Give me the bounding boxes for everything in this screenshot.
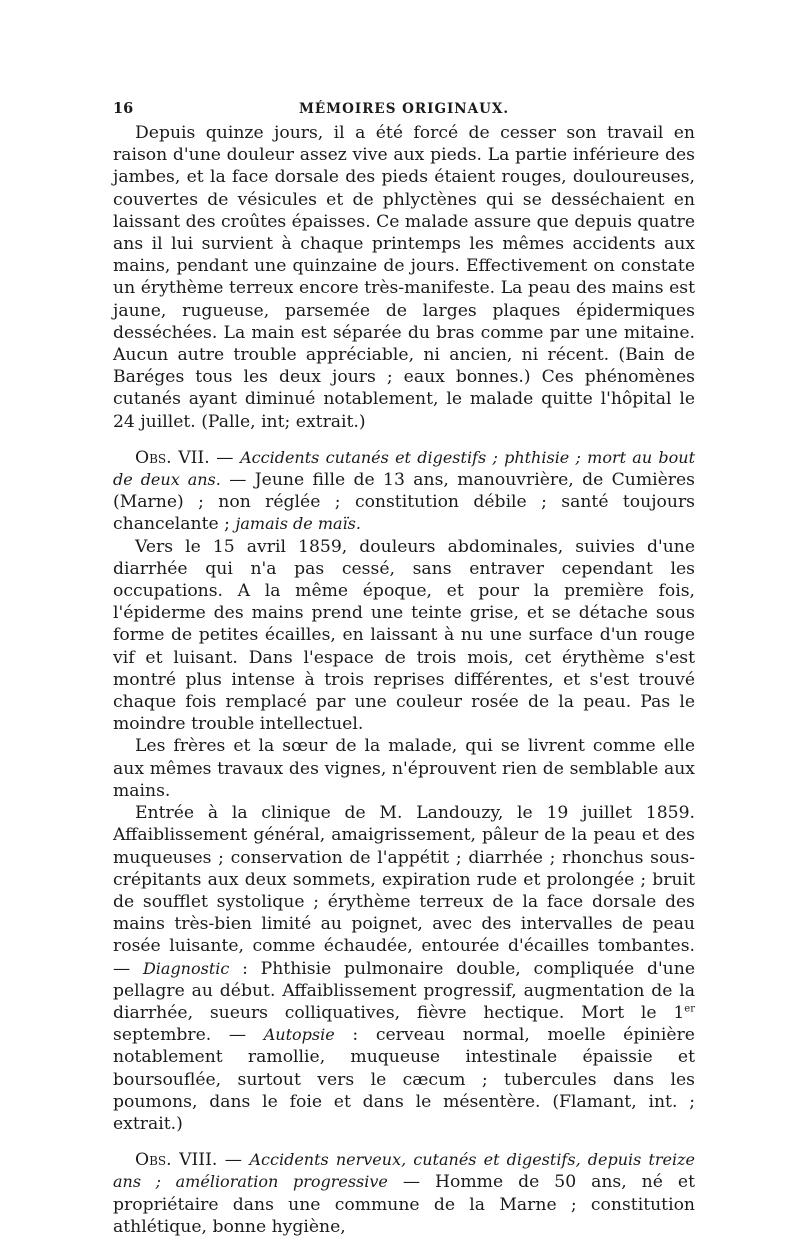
obs7-label: Obs. VII. (135, 447, 210, 468)
running-header (113, 96, 695, 122)
p5-part-d: : cerveau normal, moelle épinière notablement ramollie, muqueuse intestinale épaissie et boursouflée, surtout vers le cæcum ; tubercules dans les poumons, dans le foie et dans le mésentère. (Flamant, int. ; extrait.) (113, 1025, 695, 1134)
obs7-dash-2: — (220, 470, 255, 491)
p5-part-a: Entrée à la clinique de M. Landouzy, le 19 juillet 1859. Affaiblissement général, amaigrissement, pâleur de la peau et des muqueuses ; conservation de l'appétit ; diarrhée ; rhonchus sous-crépitants aux deux sommets, expiration rude et prolongée ; bruit de soufflet systolique ; érythème terreux de la face dorsale des mains très-bien limité au poignet, avec des intervalles de peau rosée luisante, comme échaudée, entourée d'écailles tombantes. — (113, 803, 695, 979)
superscript-er: er (684, 1003, 695, 1015)
obs7-italic-end: jamais de maïs. (235, 514, 361, 534)
obs7-body: Jeune fille de 13 ans, manouvrière, de Cumières (Marne) ; non réglée ; constitution débile ; santé toujours chancelante ; (113, 470, 696, 535)
autopsie-label: Autopsie (263, 1025, 335, 1045)
obs8-label: Obs. VIII. (135, 1150, 218, 1171)
running-title: MÉMOIRES ORIGINAUX. (298, 101, 510, 117)
obs8-dash: — (217, 1150, 250, 1171)
diagnostic-label: Diagnostic (142, 958, 230, 978)
page-number: 16 (113, 100, 134, 117)
obs8-title: Accidents nerveux, cutanés et digestifs, depuis treize ans ; amélioration progressive (113, 1150, 695, 1192)
paragraph-obs7-history: Vers le 15 avril 1859, douleurs abdominales, suivies d'une diarrhée qui n'a pas cessé, sans entraver cependant les occupations. A la même époque, et pour la première fois, l'épiderme des mains prend une teinte grise, et se détache sous forme de petites écailles, en laissant à nu une surface d'un rouge vif et luisant. Dans l'espace de trois mois, cet érythème s'est montré plus intense à trois reprises différentes, et s'est trouvé chaque fois remplacé par une couleur rosée de la peau. Pas le moindre trouble intellectuel. (113, 536, 695, 735)
p5-part-c: septembre. — (113, 1025, 264, 1046)
obs8-dash-2: — (387, 1172, 436, 1193)
obs7-dash: — (209, 447, 241, 468)
paragraph-obs7-family: Les frères et la sœur de la malade, qui se livrent comme elle aux mêmes travaux des vignes, n'éprouvent rien de semblable aux mains. (113, 736, 695, 801)
p5-part-b: : Phthisie pulmonaire double, compliquée d'une pellagre au début. Affaiblissement progressif, augmentation de la diarrhée, sueurs colliquatives, fièvre hectique. Mort le 1 (113, 958, 695, 1023)
paragraph-obs7-clinic (113, 802, 695, 1135)
paragraph-obs6-conclusion: Depuis quinze jours, il a été forcé de cesser son travail en raison d'une douleur assez vive aux pieds. La partie inférieure des jambes, et la face dorsale des pieds étaient rouges, douloureuses, couvertes de vésicules et de phlyctènes qui se desséchaient en laissant des croûtes épaisses. Ce malade assure que depuis quatre ans il lui survient à chaque printemps les mêmes accidents aux mains, pendant une quinzaine de jours. Effectivement on constate un érythème terreux encore très-manifeste. La peau des mains est jaune, rugueuse, parsemée de larges plaques épidermiques desséchées. La main est séparée du bras comme par une mitaine. Aucun autre trouble appréciable, ni ancien, ni récent. (Bain de Baréges tous les deux jours ; eaux bonnes.) Ces phénomènes cutanés ayant diminué notablement, le malade quitte l'hôpital le 24 juillet. (Palle, int; extrait.) (113, 123, 695, 432)
paragraph-obs8-heading (113, 1149, 695, 1238)
document-page (113, 96, 696, 1237)
paragraph-obs7-heading (113, 447, 695, 536)
obs7-title: Accidents cutanés et digestifs ; phthisie ; mort au bout de deux ans. (113, 447, 695, 490)
obs8-body: Homme de 50 ans, né et propriétaire dans une commune de la Marne ; constitution athlétique, bonne hygiène, (113, 1172, 695, 1237)
